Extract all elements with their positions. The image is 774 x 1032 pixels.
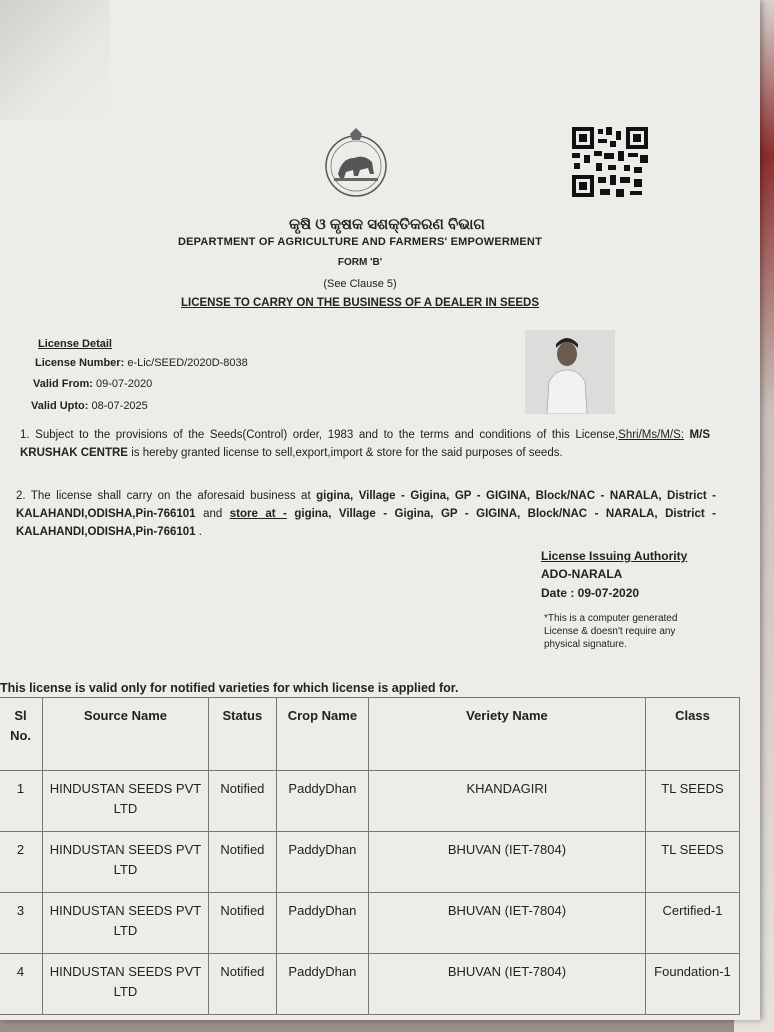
clause-2-and: and [203,508,223,520]
cell-sl: 3 [0,893,43,954]
valid-from-label: Valid From: [33,378,93,390]
cell-status: Notified [208,954,276,1015]
cell-status: Notified [208,893,276,954]
qr-code-icon [572,127,648,197]
issuing-authority-title: License Issuing Authority [541,549,688,563]
cell-variety: BHUVAN (IET-7804) [368,893,645,954]
cell-sl: 4 [0,954,43,1015]
clause-reference: (See Clause 5) [323,278,397,290]
cell-sl: 2 [0,832,43,893]
table-row [0,832,740,893]
cell-class: Certified-1 [645,893,739,954]
cell-status: Notified [208,832,276,893]
department-title: DEPARTMENT OF AGRICULTURE AND FARMERS' EMPOWERMENT [178,236,542,248]
cell-variety: KHANDAGIRI [368,771,645,832]
clause-1-shri: Shri/Ms/M/S: [618,429,684,441]
cell-class: TL SEEDS [645,771,739,832]
license-number-value: e-Lic/SEED/2020D-8038 [127,357,248,369]
odisha-emblem-icon [320,128,392,200]
valid-upto-label: Valid Upto: [31,400,89,412]
cell-class: TL SEEDS [645,832,739,893]
cell-source: HINDUSTAN SEEDS PVT LTD [43,832,209,893]
cell-source: HINDUSTAN SEEDS PVT LTD [43,954,209,1015]
header-class: Class [645,698,739,771]
header-source: Source Name [43,698,209,771]
cell-source: HINDUSTAN SEEDS PVT LTD [43,771,209,832]
cell-variety: BHUVAN (IET-7804) [368,832,645,893]
business-address: gigina, Village - Gigina, GP - GIGINA, Block/NAC - NARALA, District - KALAHANDI,ODISHA,Pin-766101 [16,490,716,520]
header-sl: Sl No. [0,698,43,771]
header-crop: Crop Name [276,698,368,771]
header-variety: Veriety Name [368,698,645,771]
licensee-name: M/S KRUSHAK CENTRE [20,429,710,459]
cell-crop: PaddyDhan [276,893,368,954]
licensee-photo [525,330,615,414]
cell-status: Notified [208,771,276,832]
table-row [0,771,740,832]
valid-from-value: 09-07-2020 [95,378,153,390]
page-fold [0,0,110,120]
clause-1-text-2: is hereby granted license to sell,export,import & store for the said purposes of seeds. [131,447,563,459]
valid-from [33,378,152,390]
license-detail-title: License Detail [38,338,112,350]
header-status: Status [208,698,276,771]
license-number [35,357,248,369]
cell-crop: PaddyDhan [276,832,368,893]
clause-2-text: 2. The license shall carry on the aforesaid business at [16,490,311,502]
computer-generated-note: *This is a computer generated License & doesn't require any physical signature. [544,613,678,650]
form-label: FORM 'B' [337,257,383,268]
clause-2 [16,487,716,541]
license-heading: LICENSE TO CARRY ON THE BUSINESS OF A DEALER IN SEEDS [180,297,540,309]
license-number-label: License Number: [35,357,125,369]
table-header-row [0,698,740,771]
clause-1-text: 1. Subject to the provisions of the Seeds(Control) order, 1983 and to the terms and conditions of this License, [20,429,619,441]
store-address: gigina, Village - Gigina, GP - GIGINA, Block/NAC - NARALA, District - KALAHANDI,ODISHA,Pin-766101 [16,508,717,538]
department-title-oriya: କୃଷି ଓ କୃଷକ ସଶକ୍ତିକରଣ ବିଭାଗ [289,216,485,233]
store-at-label: store at - [229,508,287,520]
valid-upto-value: 08-07-2025 [91,400,148,412]
table-caption: This license is valid only for notified varieties for which license is applied for. [0,681,459,695]
cell-source: HINDUSTAN SEEDS PVT LTD [43,893,209,954]
valid-upto [31,400,148,412]
clause-1 [20,426,710,462]
table-row [0,893,740,954]
clause-2-end: . [198,526,202,538]
cell-crop: PaddyDhan [276,954,368,1015]
issuing-authority-office: ADO-NARALA [541,567,623,581]
cell-sl: 1 [0,771,43,832]
cell-class: Foundation-1 [645,954,739,1015]
cell-variety: BHUVAN (IET-7804) [368,954,645,1015]
varieties-table [0,697,740,1015]
table-row [0,954,740,1015]
issue-date: Date : 09-07-2020 [541,586,640,600]
cell-crop: PaddyDhan [276,771,368,832]
